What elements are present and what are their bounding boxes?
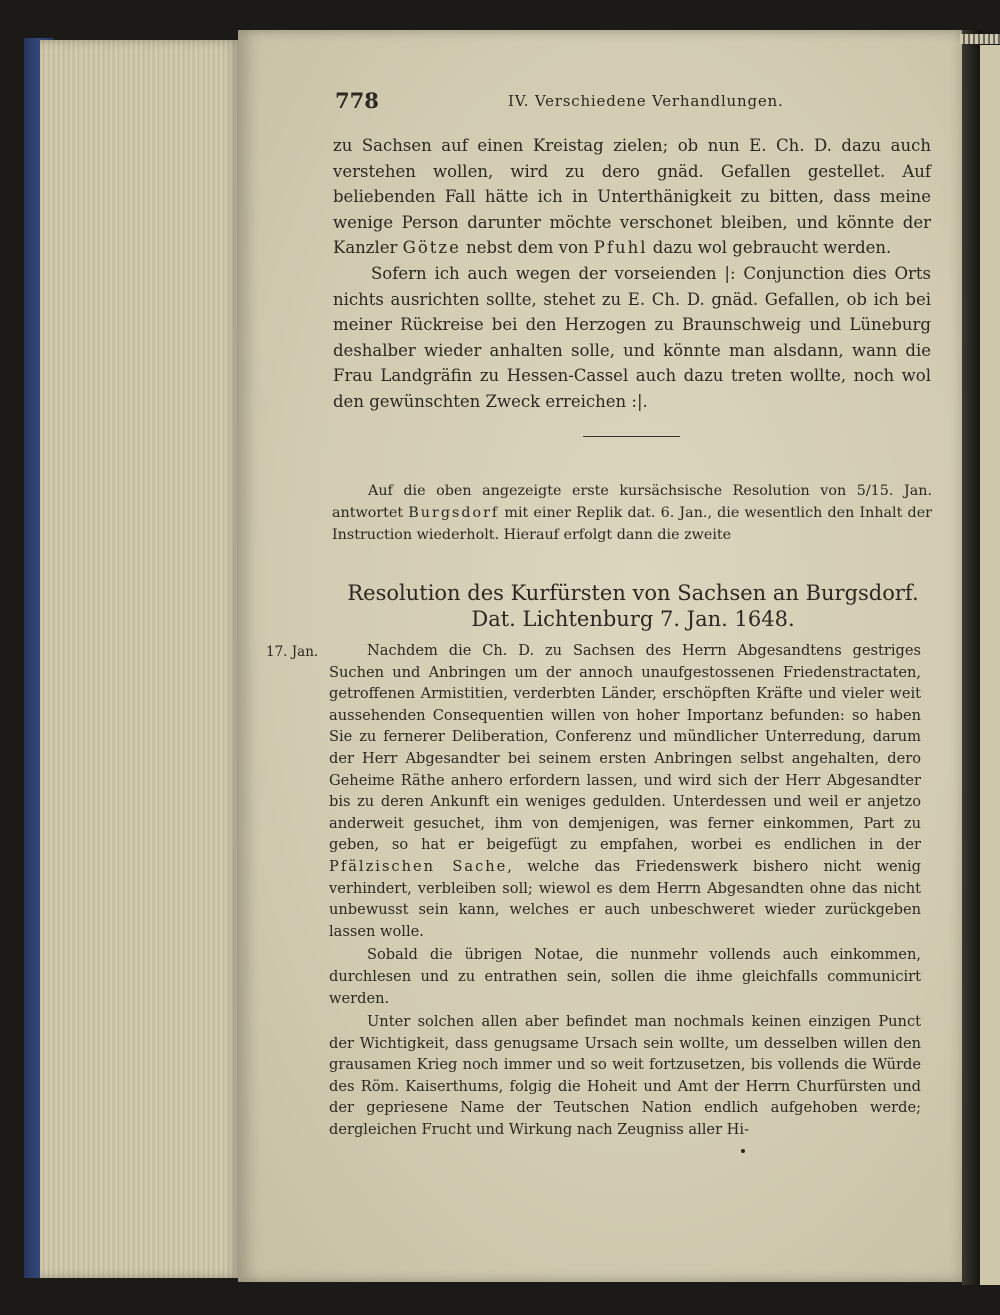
title-line-2: Dat. Lichtenburg 7. Jan. 1648. <box>471 607 795 631</box>
resolution-text <box>329 640 921 1143</box>
name-goetze: Götze <box>402 238 461 258</box>
letter-text <box>333 133 931 415</box>
pfaelzische-sache: Pfälzischen Sache <box>329 857 508 875</box>
name-pfuhl: Pfuhl <box>593 238 648 258</box>
resolution-paragraph-2: Sobald die übrigen Notae, die nunmehr vollends auch einkommen, durchlesen und zu entrathen sein, sollen die ihme gleichfalls communicirt werden. <box>329 946 921 1007</box>
page-edges <box>40 40 240 1278</box>
title-line-1: Resolution des Kurfürsten von Sachsen an Burgsdorf. <box>347 581 919 605</box>
letter-paragraph-2: Sofern ich auch wegen der vorseienden |: Conjunction dies Orts nichts ausrichten sollte, stehet zu E. Ch. D. gnäd. Gefallen, ob ich bei meiner Rückreise bei den Herzogen zu Braunschweig und Lüneburg deshalber wieder anhalten solle, und könnte man alsdann, wann die Frau Landgräfin zu Hessen-Cassel auch dazu treten wollte, noch wol den gewünschten Zweck erreichen :|. <box>333 263 931 411</box>
editorial-note: Auf die oben angezeigte erste kursächsische Resolution von 5/15. Jan. antwortet Burgsdorf mit einer Replik dat. 6. Jan., die wesentlich den Inhalt der Instruction wiederholt. Hierauf erfolgt dann die zweite <box>332 483 932 543</box>
page-number: 778 <box>335 88 379 113</box>
name-burgsdorf: Burgsdorf <box>408 505 500 521</box>
document-title <box>333 580 933 632</box>
margin-date: 17. Jan. <box>266 644 319 660</box>
book-gutter <box>962 30 982 1285</box>
page-header <box>335 88 935 112</box>
running-head: IV. Verschiedene Verhandlungen. <box>508 92 784 110</box>
resolution-paragraph-3: Unter solchen allen aber befindet man nochmals keinen einzigen Punct der Wichtigkeit, dass genugsame Ursach sein wollte, um desselben willen den grausamen Krieg noch immer und so weit fortzusetzen, bis vollends die Würde des Röm. Kaiserthums, folgig die Hoheit und Amt der Herrn Churfürsten und der gepriesene Name der Teutschen Nation endlich aufgehoben werde; dergleichen Frucht und Wirkung nach Zeugniss aller Hi- <box>329 1013 921 1139</box>
facing-page-edge <box>960 34 1000 44</box>
resolution-paragraph-1: Nachdem die Ch. D. zu Sachsen des Herrn Abgesandtens gestriges Suchen und Anbringen um der annoch unaufgestossenen Friedenstractaten, getroffenen Armistitien, verderbten Länder, erschöpften Kräfte und vieler weit aussehenden Consequentien willen von hoher Importanz befunden: so haben Sie zu fernerer Deliberation, Conferenz und mündlicher Unterredung, darum der Herr Abgesandter bei seinem ersten Anbringen selbst angehalten, dero Geheime Räthe anhero erfordern lassen, und wird sich der Herr Abgesandter bis zu deren Ankunft ein weniges gedulden. Unterdessen und weil er anjetzo anderweit gesuchet, ihm von demjenigen, was ferner einkommen, Part zu geben, so hat er beigefügt zu empfahen, worbei es endlichen in der Pfälzischen Sache, welche das Friedenswerk bishero nicht wenig verhindert, verbleiben soll; wiewol es dem Herrn Abgesandten ohne das nicht unbewusst sein kann, welches er auch unbeschweret wieder zurückgeben lassen wolle. <box>329 642 921 940</box>
ink-speck <box>741 1149 745 1153</box>
letter-paragraph-1: zu Sachsen auf einen Kreistag zielen; ob nun E. Ch. D. dazu auch verstehen wollen, wird zu dero gnäd. Gefallen gestellet. Auf beliebenden Fall hätte ich in Unterthänigkeit zu bitten, dass meine wenige Person darunter möchte verschonet bleiben, und könnte der Kanzler Götze nebst dem von Pfuhl dazu wol gebraucht werden. <box>333 136 931 258</box>
facing-page <box>980 45 1000 1285</box>
section-divider <box>583 436 680 437</box>
